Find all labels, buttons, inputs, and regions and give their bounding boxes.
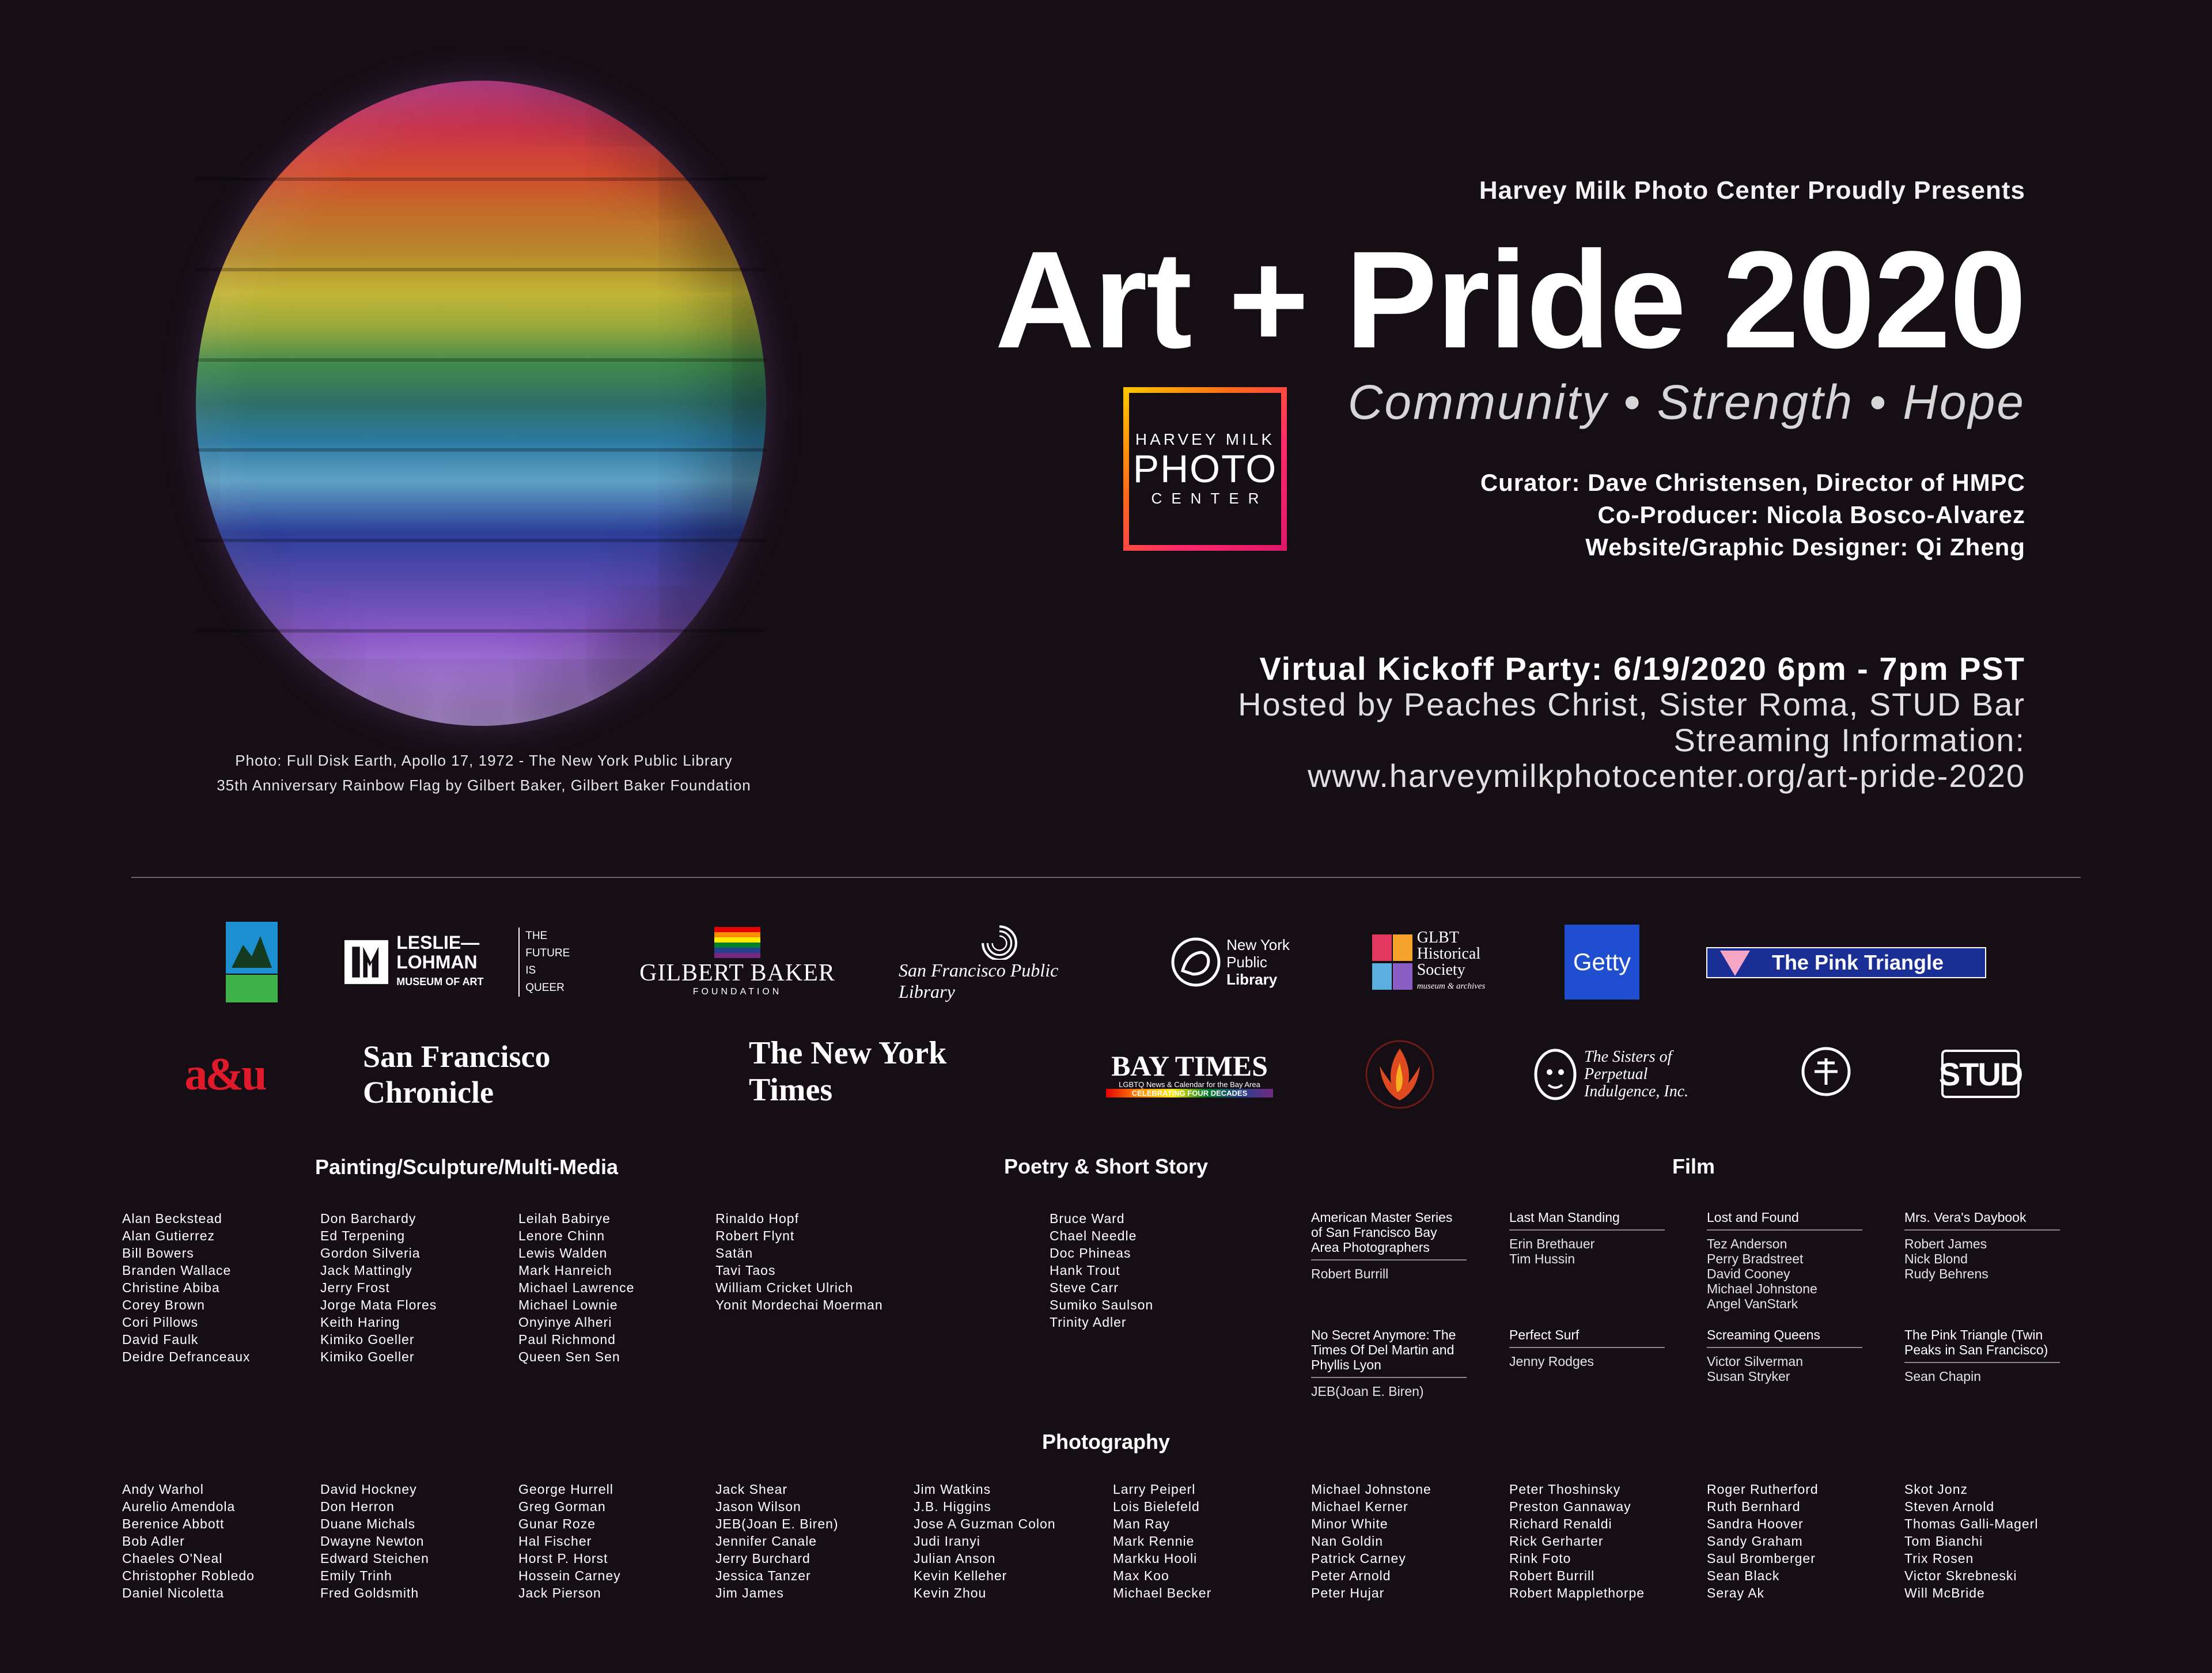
list-item: Steven Arnold (1904, 1499, 1995, 1514)
list-item: Bruce Ward (1050, 1211, 1125, 1226)
sisters-logo (1529, 1043, 1714, 1106)
film-title: Screaming Queens (1707, 1327, 1862, 1348)
lion-icon (1170, 936, 1222, 988)
film-artists: JEB(Joan E. Biren) (1311, 1384, 1424, 1399)
glbt-line2: Historical (1416, 945, 1481, 963)
bay-times-sub: LGBTQ News & Calendar for the Bay Area (1119, 1080, 1260, 1089)
aandu-logo: a&u (184, 1049, 265, 1100)
photo-col-5 (914, 1481, 1056, 1602)
list-item: Mark Rennie (1113, 1534, 1195, 1549)
list-item: Tavi Taos (715, 1263, 776, 1278)
nypl-line3: Library (1226, 971, 1278, 988)
list-item: Andy Warhol (122, 1482, 204, 1497)
sisters-name: The Sisters of Perpetual Indulgence, Inc. (1584, 1048, 1689, 1100)
list-item: Sean Black (1707, 1568, 1780, 1583)
streaming-label: Streaming Information: (1673, 722, 2025, 758)
hmpc-logo (1123, 387, 1287, 551)
film-title: Perfect Surf (1509, 1327, 1665, 1348)
list-item: Robert Flynt (715, 1228, 795, 1243)
list-item: Rick Gerharter (1509, 1534, 1604, 1549)
list-item: Jack Pierson (518, 1585, 601, 1600)
gilbert-baker-sub: FOUNDATION (692, 987, 782, 997)
list-item: Berenice Abbott (122, 1516, 225, 1531)
photo-col-10 (1904, 1481, 2038, 1602)
list-item: Duane Michals (320, 1516, 416, 1531)
list-item: Hossein Carney (518, 1568, 621, 1583)
list-item: Aurelio Amendola (122, 1499, 236, 1514)
gilbert-baker-name: GILBERT BAKER (639, 960, 835, 986)
list-item: Fred Goldsmith (320, 1585, 419, 1600)
list-item: Emily Trinh (320, 1568, 392, 1583)
glbt-mark-icon (1372, 934, 1412, 990)
list-item: Patrick Carney (1311, 1551, 1406, 1566)
divider (131, 877, 2081, 878)
film-artists: Victor Silverman Susan Stryker (1707, 1354, 1804, 1384)
glbt-line3: Society (1416, 961, 1465, 979)
list-item: Lewis Walden (518, 1246, 608, 1261)
film-entry (1509, 1210, 1665, 1266)
bay-times-name: BAY TIMES (1111, 1050, 1268, 1082)
list-item: Yonit Mordechai Moerman (715, 1297, 883, 1312)
list-item: Man Ray (1113, 1516, 1171, 1531)
list-item: Roger Rutherford (1707, 1482, 1819, 1497)
list-item: Robert Burrill (1509, 1568, 1595, 1583)
painting-col-3 (518, 1210, 634, 1365)
list-item: Onyinye Alheri (518, 1315, 612, 1330)
pink-triangle-name: The Pink Triangle (1771, 951, 1944, 974)
credits-block (1480, 467, 2025, 563)
painting-col-2 (320, 1210, 437, 1365)
list-item: Hank Trout (1050, 1263, 1120, 1278)
streaming-url[interactable]: www.harveymilkphotocenter.org/art-pride-2020 (1308, 758, 2025, 794)
film-entry (1707, 1327, 1862, 1384)
coproducer-credit: Co-Producer: Nicola Bosco-Alvarez (1597, 501, 2025, 528)
list-item: Don Barchardy (320, 1211, 416, 1226)
list-item: Queen Sen Sen (518, 1349, 620, 1364)
hmpc-logo-line3: CENTER (1151, 490, 1268, 508)
caption-line-1: Photo: Full Disk Earth, Apollo 17, 1972 - The New York Public Library (235, 752, 733, 769)
poetry-col (1050, 1210, 1153, 1331)
film-artists: Robert Burrill (1311, 1266, 1389, 1281)
list-item: Deidre Defranceaux (122, 1349, 251, 1364)
hosts-line: Hosted by Peaches Christ, Sister Roma, STUD Bar (1238, 686, 2025, 722)
list-item: Minor White (1311, 1516, 1388, 1531)
film-title: The Pink Triangle (Twin Peaks in San Francisco) (1904, 1327, 2060, 1363)
film-artists: Jenny Rodges (1509, 1354, 1594, 1369)
film-title: Mrs. Vera's Daybook (1904, 1210, 2060, 1231)
phoenix-icon (1362, 1037, 1437, 1112)
list-item: Preston Gannaway (1509, 1499, 1631, 1514)
film-title: American Master Series of San Francisco Bay Area Photographers (1311, 1210, 1467, 1261)
sf-rec-parks-logo (226, 922, 278, 1002)
list-item: Lenore Chinn (518, 1228, 605, 1243)
list-item: Peter Arnold (1311, 1568, 1391, 1583)
list-item: Jim James (715, 1585, 784, 1600)
list-item: Christine Abiba (122, 1280, 220, 1295)
hmpc-logo-line1: HARVEY MILK (1135, 430, 1275, 448)
list-item: Edward Steichen (320, 1551, 429, 1566)
list-item: Hal Fischer (518, 1534, 592, 1549)
list-item: Kimiko Goeller (320, 1349, 415, 1364)
list-item: Victor Skrebneski (1904, 1568, 2017, 1583)
list-item: Kimiko Goeller (320, 1332, 415, 1347)
list-item: Jim Watkins (914, 1482, 991, 1497)
list-item: Skot Jonz (1904, 1482, 1968, 1497)
painting-heading: Painting/Sculpture/Multi-Media (315, 1155, 618, 1179)
film-artists: Erin Brethauer Tim Hussin (1509, 1236, 1595, 1266)
list-item: Ruth Bernhard (1707, 1499, 1801, 1514)
list-item: Keith Haring (320, 1315, 400, 1330)
film-heading: Film (1672, 1155, 1715, 1178)
rainbow-earth-image (196, 81, 766, 726)
list-item: Jason Wilson (715, 1499, 801, 1514)
bay-times-logo (1103, 1046, 1276, 1103)
curator-credit: Curator: Dave Christensen, Director of HMPC (1480, 469, 2025, 496)
painting-col-4 (715, 1210, 883, 1314)
list-item: Trix Rosen (1904, 1551, 1974, 1566)
list-item: Saul Bromberger (1707, 1551, 1816, 1566)
list-item: Richard Renaldi (1509, 1516, 1612, 1531)
list-item: Corey Brown (122, 1297, 205, 1312)
list-item: Bill Bowers (122, 1246, 194, 1261)
rainbow-flag-icon (714, 927, 760, 959)
photo-col-1 (122, 1481, 255, 1602)
glbt-society-logo (1357, 928, 1501, 997)
photo-col-4 (715, 1481, 839, 1602)
list-item: William Cricket Ulrich (715, 1280, 854, 1295)
list-item: Jennifer Canale (715, 1534, 817, 1549)
list-item: Thomas Galli-Magerl (1904, 1516, 2039, 1531)
list-item: Michael Kerner (1311, 1499, 1408, 1514)
list-item: Trinity Adler (1050, 1315, 1127, 1330)
film-artists: Tez Anderson Perry Bradstreet David Cooney Michael Johnstone Angel VanStark (1707, 1236, 1817, 1311)
list-item: Greg Gorman (518, 1499, 606, 1514)
list-item: Chael Needle (1050, 1228, 1137, 1243)
list-item: Robert Mapplethorpe (1509, 1585, 1645, 1600)
list-item: Michael Johnstone (1311, 1482, 1431, 1497)
list-item: Peter Hujar (1311, 1585, 1385, 1600)
list-item: Jorge Mata Flores (320, 1297, 437, 1312)
sfpl-name: San Francisco Public Library (899, 960, 1059, 1002)
sf-chronicle-logo: San Francisco Chronicle (363, 1039, 551, 1110)
nun-face-icon (1532, 1047, 1578, 1102)
list-item: Ed Terpening (320, 1228, 406, 1243)
nyt-logo: The New York Times (749, 1035, 947, 1108)
list-item: Julian Anson (914, 1551, 996, 1566)
list-item: Sandy Graham (1707, 1534, 1803, 1549)
getty-logo: Getty (1565, 925, 1639, 1000)
event-info (1238, 651, 2025, 794)
list-item: Jack Mattingly (320, 1263, 412, 1278)
list-item: Rinaldo Hopf (715, 1211, 799, 1226)
leslie-lohman-sub: MUSEUM OF ART (396, 976, 484, 987)
tagline: Community • Strength • Hope (1347, 375, 2025, 429)
leslie-lohman-name: LESLIE— LOHMAN (396, 932, 480, 972)
film-entry (1509, 1327, 1665, 1369)
shell-icon (974, 922, 1025, 960)
list-item: Jose A Guzman Colon (914, 1516, 1056, 1531)
list-item: Dwayne Newton (320, 1534, 425, 1549)
list-item: Seray Ak (1707, 1585, 1765, 1600)
list-item: Kevin Zhou (914, 1585, 987, 1600)
list-item: Steve Carr (1050, 1280, 1119, 1295)
film-title: Last Man Standing (1509, 1210, 1665, 1231)
leslie-lohman-logo (344, 928, 575, 997)
photo-col-8 (1509, 1481, 1645, 1602)
film-artists: Sean Chapin (1904, 1369, 1981, 1384)
presenter-line: Harvey Milk Photo Center Proudly Presents (1479, 176, 2025, 205)
painting-col-1 (122, 1210, 251, 1365)
list-item: Larry Peiperl (1113, 1482, 1196, 1497)
page-title: Art + Pride 2020 (995, 222, 2025, 377)
list-item: Branden Wallace (122, 1263, 232, 1278)
nypl-logo (1164, 922, 1296, 1002)
list-item: George Hurrell (518, 1482, 613, 1497)
designer-credit: Website/Graphic Designer: Qi Zheng (1585, 533, 2025, 561)
photo-col-9 (1707, 1481, 1819, 1602)
photo-col-3 (518, 1481, 621, 1602)
list-item: Cori Pillows (122, 1315, 199, 1330)
list-item: J.B. Higgins (914, 1499, 991, 1514)
film-title: No Secret Anymore: The Times Of Del Martin and Phyllis Lyon (1311, 1327, 1467, 1378)
list-item: Alan Beckstead (122, 1211, 222, 1226)
list-item: JEB(Joan E. Biren) (715, 1516, 839, 1531)
list-item: Alan Gutierrez (122, 1228, 215, 1243)
list-item: Horst P. Horst (518, 1551, 608, 1566)
film-entry (1311, 1327, 1467, 1399)
emblem-logo (1797, 1043, 1855, 1100)
stud-logo: STUD (1941, 1050, 2020, 1098)
gilbert-baker-logo (639, 922, 835, 1002)
list-item: Mark Hanreich (518, 1263, 612, 1278)
list-item: Daniel Nicoletta (122, 1585, 225, 1600)
pink-triangle-icon (1718, 948, 1752, 977)
list-item: Markku Hooli (1113, 1551, 1198, 1566)
list-item: Michael Lawrence (518, 1280, 635, 1295)
film-entry (1311, 1210, 1467, 1281)
list-item: Michael Becker (1113, 1585, 1212, 1600)
list-item: David Faulk (122, 1332, 199, 1347)
nypl-line1: New York (1226, 936, 1290, 953)
glbt-line1: GLBT (1416, 929, 1459, 947)
kickoff-line: Virtual Kickoff Party: 6/19/2020 6pm - 7pm PST (1259, 650, 2025, 687)
list-item: Kevin Kelleher (914, 1568, 1007, 1583)
circle-emblem-icon (1800, 1046, 1852, 1097)
glbt-line4: museum & archives (1416, 982, 1486, 991)
pink-triangle-logo (1706, 947, 1986, 978)
list-item: Don Herron (320, 1499, 395, 1514)
film-entry (1904, 1210, 2060, 1281)
list-item: Chaeles O'Neal (122, 1551, 223, 1566)
list-item: Judi Iranyi (914, 1534, 980, 1549)
list-item: Max Koo (1113, 1568, 1169, 1583)
caption-line-2: 35th Anniversary Rainbow Flag by Gilbert Baker, Gilbert Baker Foundation (217, 777, 751, 794)
list-item: David Hockney (320, 1482, 417, 1497)
film-artists: Robert James Nick Blond Rudy Behrens (1904, 1236, 1988, 1281)
list-item: Michael Lownie (518, 1297, 618, 1312)
nypl-line2: Public (1226, 953, 1267, 971)
film-entry (1904, 1327, 2060, 1384)
list-item: Leilah Babirye (518, 1211, 611, 1226)
list-item: Tom Bianchi (1904, 1534, 1983, 1549)
list-item: Jerry Burchard (715, 1551, 810, 1566)
list-item: Sumiko Saulson (1050, 1297, 1154, 1312)
list-item: Jerry Frost (320, 1280, 390, 1295)
list-item: Christopher Robledo (122, 1568, 255, 1583)
photo-caption (173, 752, 795, 794)
list-item: Paul Richmond (518, 1332, 616, 1347)
hmpc-logo-line2: PHOTO (1132, 446, 1278, 491)
photo-col-2 (320, 1481, 429, 1602)
list-item: Peter Thoshinsky (1509, 1482, 1621, 1497)
poetry-heading: Poetry & Short Story (1003, 1155, 1209, 1178)
list-item: Bob Adler (122, 1534, 185, 1549)
list-item: Rink Foto (1509, 1551, 1571, 1566)
list-item: Jack Shear (715, 1482, 788, 1497)
photo-col-6 (1113, 1481, 1211, 1602)
hiv-long-term-survivors-logo (1362, 1037, 1437, 1112)
leslie-lohman-mark-icon (344, 939, 388, 985)
list-item: Satän (715, 1246, 753, 1261)
list-item: Gunar Roze (518, 1516, 596, 1531)
photo-col-7 (1311, 1481, 1431, 1602)
leslie-lohman-tagline: THE FUTURE IS QUEER (518, 928, 575, 997)
list-item: Doc Phineas (1050, 1246, 1131, 1261)
list-item: Sandra Hoover (1707, 1516, 1804, 1531)
sfpl-logo (899, 922, 1100, 1002)
photography-heading: Photography (1042, 1430, 1170, 1454)
bay-times-banner: CELEBRATING FOUR DECADES (1106, 1089, 1273, 1097)
film-entry (1707, 1210, 1862, 1311)
list-item: Gordon Silveria (320, 1246, 421, 1261)
film-title: Lost and Found (1707, 1210, 1862, 1231)
list-item: Lois Bielefeld (1113, 1499, 1200, 1514)
list-item: Jessica Tanzer (715, 1568, 811, 1583)
list-item: Nan Goldin (1311, 1534, 1384, 1549)
list-item: Will McBride (1904, 1585, 1985, 1600)
